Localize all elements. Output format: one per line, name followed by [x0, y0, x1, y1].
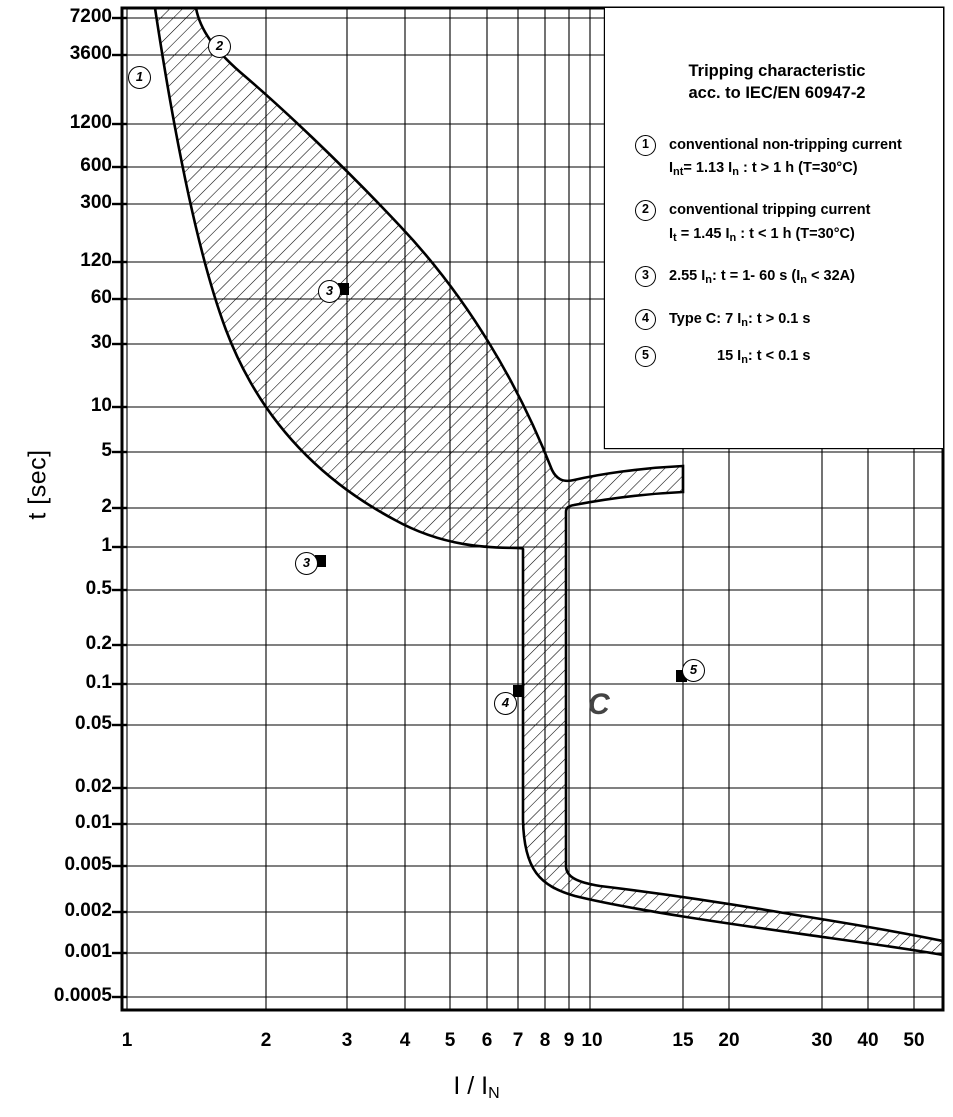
- legend-title-line2: acc. to IEC/EN 60947-2: [688, 84, 866, 103]
- legend-item-4-line1: [669, 309, 933, 332]
- txt: I: [669, 225, 674, 242]
- x-tick: 50: [903, 1030, 925, 1051]
- y-tick: 1: [101, 535, 112, 556]
- y-tick: 0.5: [85, 578, 112, 599]
- legend-box: [605, 8, 943, 448]
- legend-item-1: [621, 135, 933, 181]
- y-tick: 30: [90, 332, 112, 353]
- txt-sub: n: [732, 165, 739, 178]
- y-tick: 120: [80, 250, 112, 271]
- legend-title-line1: Tripping characteristic: [688, 62, 866, 80]
- txt: 15 I: [717, 348, 742, 365]
- y-axis-tick-labels: [0, 0, 112, 1010]
- y-tick: 0.01: [75, 812, 112, 833]
- legend-title: [621, 60, 933, 105]
- legend-item-4: [621, 309, 933, 332]
- txt: 2.55 I: [669, 268, 706, 285]
- plot-marker-3: 3: [318, 280, 341, 303]
- x-tick: 6: [481, 1030, 493, 1051]
- x-tick: 15: [672, 1030, 694, 1051]
- y-tick: 2: [101, 496, 112, 517]
- y-tick: 0.1: [85, 672, 112, 693]
- legend-item-2-line2: [669, 224, 933, 247]
- legend-item-5-line1: [717, 346, 933, 369]
- plot-marker-4-flag: [513, 685, 524, 697]
- x-tick: 2: [260, 1030, 272, 1051]
- txt: : t = 1- 60 s (I: [712, 268, 801, 285]
- plot-marker-5: 5: [682, 659, 705, 682]
- txt-sub: n: [705, 274, 713, 287]
- txt-sub: n: [741, 354, 748, 367]
- txt-sub: nt: [673, 165, 684, 178]
- legend-item-2-line1: conventional tripping current: [669, 202, 871, 219]
- legend-item-1-line1: conventional non-tripping current: [669, 136, 902, 153]
- legend-item-3-line1: [669, 266, 933, 289]
- legend-marker-1: 1: [635, 135, 656, 156]
- y-tick: 0.001: [64, 941, 112, 962]
- y-tick: 10: [90, 395, 112, 416]
- legend-item-1-line2: [669, 158, 933, 181]
- y-tick: 0.0005: [53, 985, 112, 1006]
- x-axis-title: [0, 1072, 953, 1103]
- y-axis-title: t [sec]: [23, 449, 52, 520]
- x-tick: 3: [341, 1030, 353, 1051]
- plot-marker-2: 2: [208, 35, 231, 58]
- x-axis-title-subscript: N: [488, 1085, 500, 1102]
- plot-marker-3b: 3: [295, 552, 318, 575]
- legend-marker-4: 4: [635, 309, 656, 330]
- y-tick: 300: [80, 192, 112, 213]
- txt-sub: n: [729, 231, 737, 244]
- txt-sub: n: [741, 317, 748, 330]
- x-tick: 5: [444, 1030, 456, 1051]
- x-tick: 10: [581, 1030, 603, 1051]
- x-tick: 7: [512, 1030, 524, 1051]
- y-tick: 60: [90, 287, 112, 308]
- y-tick: 7200: [69, 6, 112, 27]
- plot-marker-1: 1: [128, 66, 151, 89]
- legend-marker-3: 3: [635, 266, 656, 287]
- x-axis-title-text: I / I: [453, 1072, 489, 1100]
- txt: Type C: 7 I: [669, 311, 742, 328]
- y-tick: 3600: [69, 43, 112, 64]
- x-tick: 40: [857, 1030, 879, 1051]
- legend-marker-2: 2: [635, 200, 656, 221]
- curve-type-label: C: [588, 688, 610, 721]
- txt: : t < 1 h (T=30°C): [736, 225, 855, 242]
- y-tick: 5: [101, 440, 112, 461]
- y-tick: 0.005: [64, 854, 112, 875]
- x-tick: 1: [121, 1030, 133, 1051]
- legend-item-5: [621, 346, 933, 369]
- x-tick: 30: [811, 1030, 833, 1051]
- txt: = 1.45 I: [676, 225, 730, 242]
- txt: : t > 0.1 s: [747, 311, 811, 328]
- y-tick: 1200: [69, 112, 112, 133]
- txt: I: [669, 159, 674, 176]
- x-tick: 9: [563, 1030, 575, 1051]
- y-tick: 0.002: [64, 900, 112, 921]
- txt-sub: n: [800, 274, 807, 287]
- x-tick: 8: [539, 1030, 551, 1051]
- plot-marker-4: 4: [494, 692, 517, 715]
- x-tick: 20: [718, 1030, 740, 1051]
- y-tick: 0.05: [75, 713, 112, 734]
- txt: : t > 1 h (T=30°C): [738, 159, 858, 176]
- x-tick: 4: [399, 1030, 411, 1051]
- y-tick: 0.02: [75, 776, 112, 797]
- y-tick: 600: [80, 155, 112, 176]
- txt: = 1.13 I: [683, 159, 733, 176]
- y-tick: 0.2: [85, 633, 112, 654]
- legend-item-2: [621, 200, 933, 246]
- legend-item-3: [621, 266, 933, 289]
- txt-sub: t: [673, 231, 677, 244]
- legend-marker-5: 5: [635, 346, 656, 367]
- txt: : t < 0.1 s: [747, 348, 811, 365]
- txt: < 32A): [807, 268, 855, 285]
